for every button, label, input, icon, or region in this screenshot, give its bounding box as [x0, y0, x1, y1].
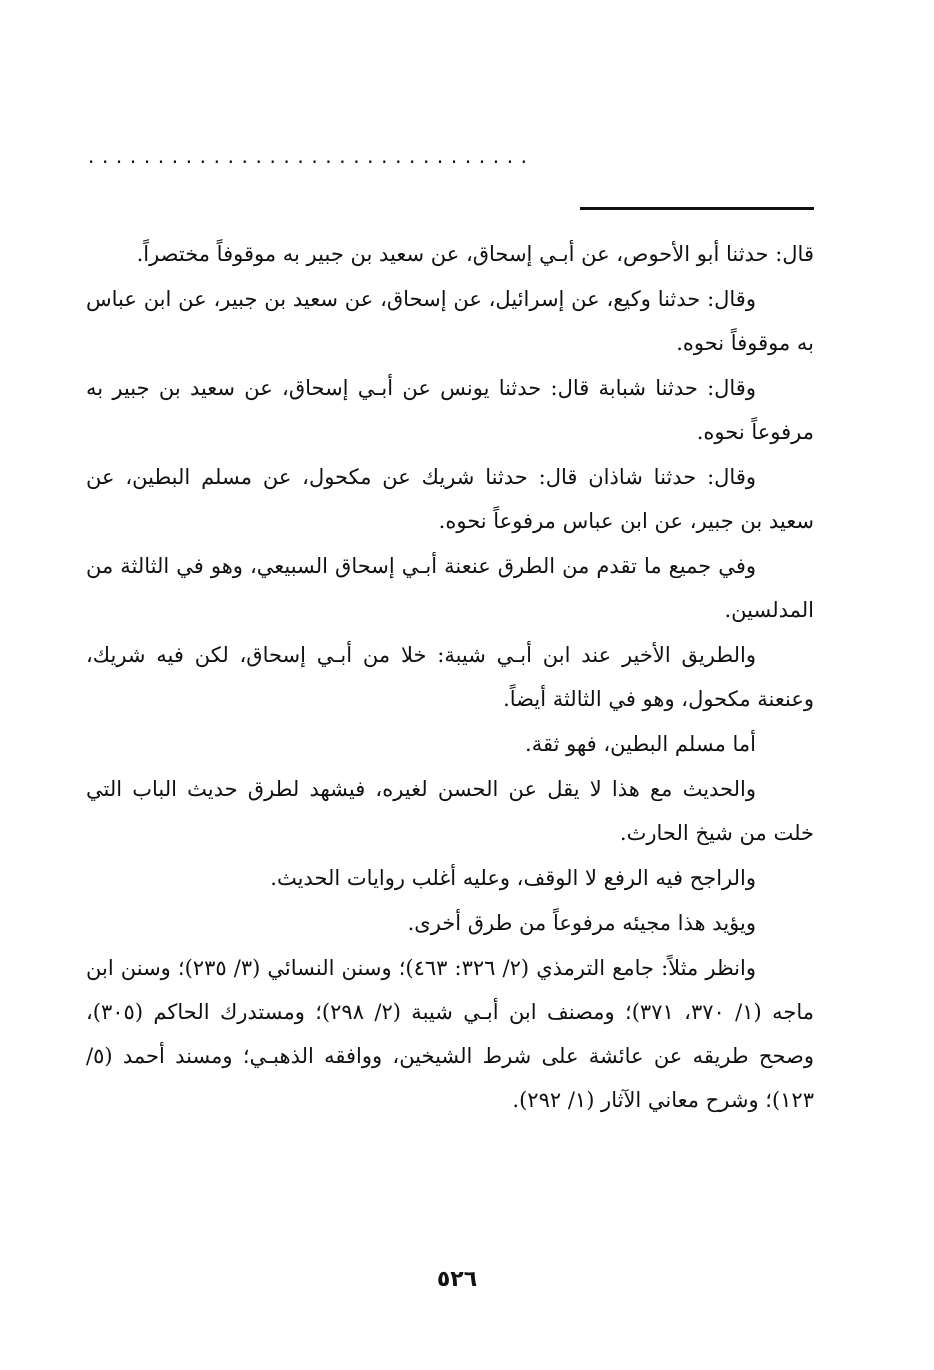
- paragraph-3: وقال: حدثنا شبابة قال: حدثنا يونس عن أبـي إسحاق، عن سعيد بن جبير به مرفوعاً نحوه.: [86, 376, 814, 444]
- paragraph-1: قال: حدثنا أبو الأحوص، عن أبـي إسحاق، عن سعيد بن جبير به موقوفاً مختصراً.: [136, 242, 814, 266]
- footnote-rule: [580, 207, 814, 210]
- page-number: ٥٢٦: [436, 1267, 478, 1292]
- body-text: [86, 232, 814, 1123]
- separator-dots: ................................: [88, 146, 535, 166]
- paragraph-8: والحديث مع هذا لا يقل عن الحسن لغيره، فيشهد لطرق حديث الباب التي خلت من شيخ الحارث.: [86, 777, 814, 845]
- paragraph-7: أما مسلم البطين، فهو ثقة.: [525, 732, 756, 756]
- paragraph-5: وفي جميع ما تقدم من الطرق عنعنة أبـي إسحاق السبيعي، وهو في الثالثة من المدلسين.: [86, 554, 814, 622]
- paragraph-4: وقال: حدثنا شاذان قال: حدثنا شريك عن مكحول، عن مسلم البطين، عن سعيد بن جبير، عن ابن عباس مرفوعاً نحوه.: [86, 465, 814, 533]
- paragraph-2: وقال: حدثنا وكيع، عن إسرائيل، عن إسحاق، عن سعيد بن جبير، عن ابن عباس به موقوفاً نحوه.: [86, 287, 814, 355]
- paragraph-11: وانظر مثلاً: جامع الترمذي (٢/ ٣٢٦: ٤٦٣)؛ وسنن النسائي (٣/ ٢٣٥)؛ وسنن ابن ماجه (١/ ٣٧٠، ٣٧١)؛ ومصنف ابن أبـي شيبة (٢/ ٢٩٨)؛ ومستدرك الحاكم (٣٠٥)، وصحح طريقه عن عائشة على شرط الشيخين، ووافقه الذهبـي؛ ومسند أحمد (٥/ ١٢٣)؛ وشرح معاني الآثار (١/ ٢٩٢).: [86, 956, 814, 1112]
- paragraph-9: والراجح فيه الرفع لا الوقف، وعليه أغلب روايات الحديث.: [270, 866, 756, 890]
- paragraph-6: والطريق الأخير عند ابن أبـي شيبة: خلا من أبـي إسحاق، لكن فيه شريك، وعنعنة مكحول، وهو في الثالثة أيضاً.: [86, 643, 814, 711]
- paragraph-10: ويؤيد هذا مجيئه مرفوعاً من طرق أخرى.: [407, 911, 756, 935]
